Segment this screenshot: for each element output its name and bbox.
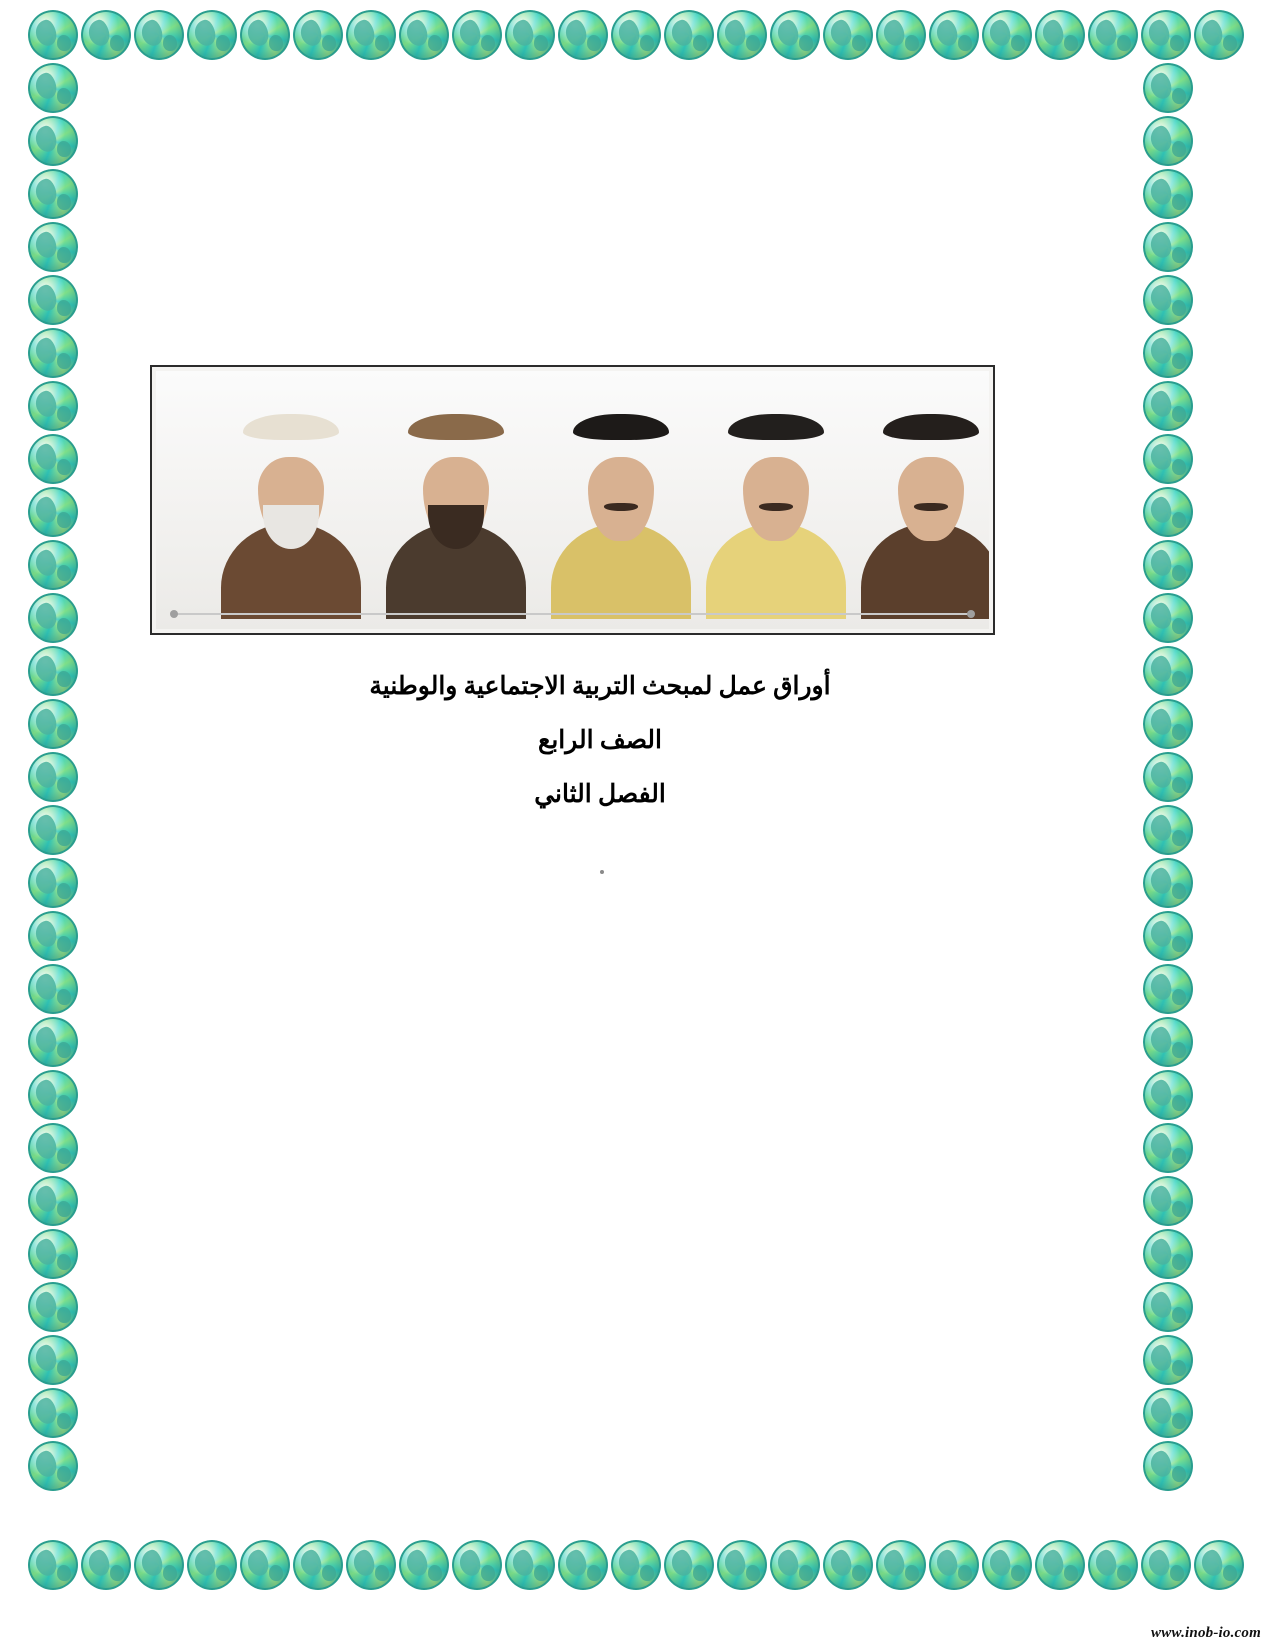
globe-icon bbox=[28, 1388, 78, 1438]
globe-icon bbox=[134, 10, 184, 60]
cover-image bbox=[156, 371, 989, 629]
globe-icon bbox=[929, 1540, 979, 1590]
globe-icon bbox=[1143, 328, 1193, 378]
globe-icon bbox=[876, 10, 926, 60]
globe-icon bbox=[28, 699, 78, 749]
globe-icon bbox=[28, 1335, 78, 1385]
globe-icon bbox=[28, 646, 78, 696]
globe-icon bbox=[240, 10, 290, 60]
footer-website-url: www.inob-io.com bbox=[1151, 1625, 1261, 1641]
globe-icon bbox=[28, 275, 78, 325]
globe-icon bbox=[134, 1540, 184, 1590]
globe-icon bbox=[293, 1540, 343, 1590]
globe-icon bbox=[505, 1540, 555, 1590]
term-line: الفصل الثاني bbox=[534, 781, 666, 808]
globe-icon bbox=[558, 10, 608, 60]
globe-icon bbox=[1143, 964, 1193, 1014]
globe-icon bbox=[28, 1282, 78, 1332]
globe-icon bbox=[1143, 540, 1193, 590]
globe-icon bbox=[28, 10, 78, 60]
globe-icon bbox=[664, 10, 714, 60]
globe-icon bbox=[28, 169, 78, 219]
globe-icon bbox=[28, 593, 78, 643]
globe-icon bbox=[28, 805, 78, 855]
globe-icon bbox=[1141, 1540, 1191, 1590]
globe-icon bbox=[929, 10, 979, 60]
globe-icon bbox=[823, 10, 873, 60]
globe-icon bbox=[452, 10, 502, 60]
globe-icon bbox=[28, 63, 78, 113]
globe-icon bbox=[1143, 1441, 1193, 1491]
globe-icon bbox=[770, 10, 820, 60]
globe-icon bbox=[717, 1540, 767, 1590]
globe-icon bbox=[187, 10, 237, 60]
globe-icon bbox=[1143, 1388, 1193, 1438]
portrait-figure-4 bbox=[701, 404, 851, 619]
globe-icon bbox=[1143, 1282, 1193, 1332]
globe-icon bbox=[346, 10, 396, 60]
globe-icon bbox=[28, 858, 78, 908]
globe-icon bbox=[1035, 10, 1085, 60]
cover-image-frame bbox=[150, 365, 995, 635]
globe-icon bbox=[81, 10, 131, 60]
globe-icon bbox=[1035, 1540, 1085, 1590]
globe-icon bbox=[1143, 1123, 1193, 1173]
globe-icon bbox=[1194, 1540, 1244, 1590]
globe-icon bbox=[1143, 858, 1193, 908]
cover-titles bbox=[80, 660, 1120, 822]
globe-icon bbox=[1143, 593, 1193, 643]
globe-icon bbox=[982, 1540, 1032, 1590]
globe-icon bbox=[823, 1540, 873, 1590]
globe-icon bbox=[81, 1540, 131, 1590]
globe-icon bbox=[717, 10, 767, 60]
globe-icon bbox=[1194, 10, 1244, 60]
globe-icon bbox=[1143, 646, 1193, 696]
page-title: أوراق عمل لمبحث التربية الاجتماعية والوطنية bbox=[369, 673, 831, 700]
globe-icon bbox=[611, 10, 661, 60]
globe-icon bbox=[1143, 434, 1193, 484]
globe-icon bbox=[770, 1540, 820, 1590]
globe-icon bbox=[28, 1176, 78, 1226]
globe-icon bbox=[1143, 381, 1193, 431]
globe-icon bbox=[664, 1540, 714, 1590]
globe-icon bbox=[505, 10, 555, 60]
globe-icon bbox=[399, 1540, 449, 1590]
globe-icon bbox=[1143, 63, 1193, 113]
globe-icon bbox=[1143, 275, 1193, 325]
globe-icon bbox=[1143, 116, 1193, 166]
globe-icon bbox=[346, 1540, 396, 1590]
globe-icon bbox=[187, 1540, 237, 1590]
globe-icon bbox=[293, 10, 343, 60]
globe-icon bbox=[876, 1540, 926, 1590]
globe-icon bbox=[611, 1540, 661, 1590]
globe-icon bbox=[452, 1540, 502, 1590]
globe-icon bbox=[1143, 169, 1193, 219]
globe-icon bbox=[1143, 911, 1193, 961]
image-baseline-rule bbox=[174, 613, 971, 615]
globe-icon bbox=[558, 1540, 608, 1590]
globe-icon bbox=[28, 434, 78, 484]
globe-icon bbox=[1143, 752, 1193, 802]
globe-icon bbox=[28, 1017, 78, 1067]
globe-icon bbox=[28, 752, 78, 802]
globe-icon bbox=[1143, 1335, 1193, 1385]
globe-icon bbox=[1143, 1017, 1193, 1067]
globe-icon bbox=[28, 1441, 78, 1491]
globe-icon bbox=[1143, 487, 1193, 537]
globe-icon bbox=[1143, 1176, 1193, 1226]
portrait-figure-3 bbox=[546, 404, 696, 619]
globe-icon bbox=[1088, 1540, 1138, 1590]
globe-icon bbox=[28, 911, 78, 961]
globe-icon bbox=[28, 964, 78, 1014]
grade-line: الصف الرابع bbox=[538, 727, 662, 754]
globe-icon bbox=[28, 540, 78, 590]
globe-icon bbox=[28, 1540, 78, 1590]
page-content bbox=[80, 70, 1120, 1520]
globe-icon bbox=[1143, 699, 1193, 749]
globe-icon bbox=[28, 116, 78, 166]
portrait-figure-2 bbox=[381, 404, 531, 619]
globe-icon bbox=[1143, 1229, 1193, 1279]
globe-icon bbox=[28, 1229, 78, 1279]
globe-icon bbox=[28, 1070, 78, 1120]
globe-icon bbox=[1141, 10, 1191, 60]
globe-icon bbox=[1143, 1070, 1193, 1120]
portrait-figure-1 bbox=[216, 404, 366, 619]
globe-icon bbox=[399, 10, 449, 60]
globe-icon bbox=[1143, 222, 1193, 272]
globe-icon bbox=[28, 1123, 78, 1173]
globe-icon bbox=[982, 10, 1032, 60]
globe-icon bbox=[1143, 805, 1193, 855]
text-cursor-dot bbox=[600, 870, 604, 874]
portrait-figure-5 bbox=[856, 404, 989, 619]
globe-icon bbox=[28, 487, 78, 537]
globe-icon bbox=[28, 381, 78, 431]
globe-icon bbox=[1088, 10, 1138, 60]
globe-icon bbox=[28, 222, 78, 272]
globe-icon bbox=[240, 1540, 290, 1590]
globe-icon bbox=[28, 328, 78, 378]
